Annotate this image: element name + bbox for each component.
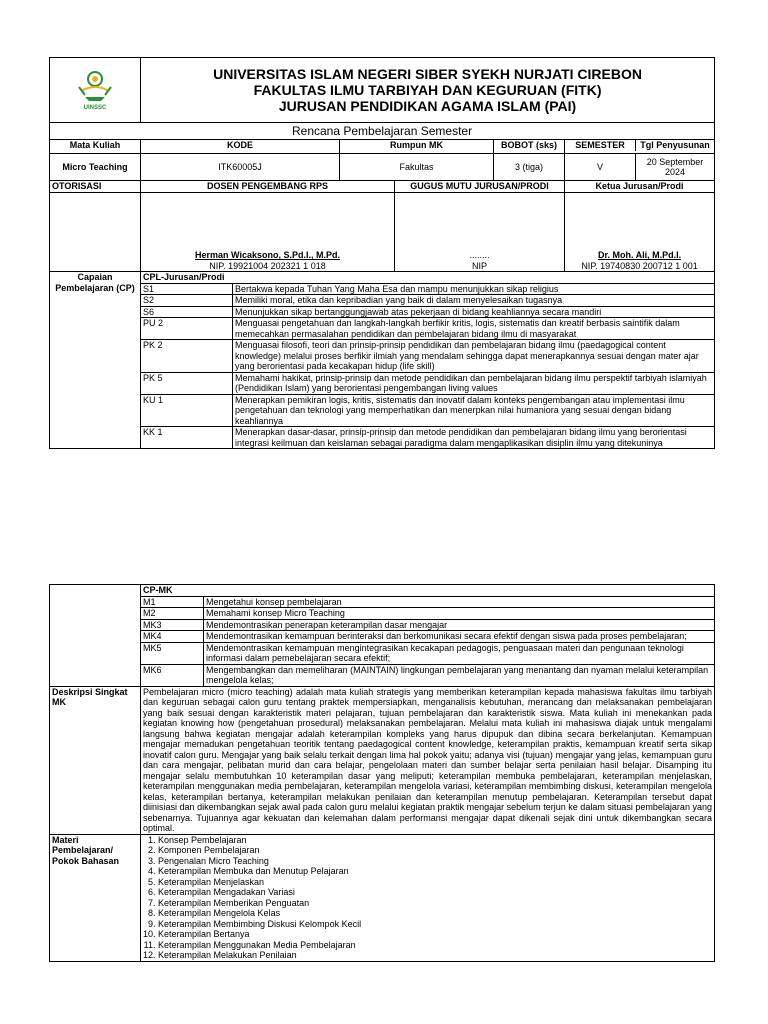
col-header-date: Tgl Penyusunan (640, 140, 710, 150)
course-name: Micro Teaching (50, 154, 141, 181)
materials-cell (141, 834, 715, 961)
cp-label: Capaian Pembelajaran (CP) (50, 272, 141, 449)
list-item: 9. Keterampilan Membimbing Diskusi Kelompok Kecil (158, 919, 712, 930)
cpmk-text: Memahami konsep Micro Teaching (204, 608, 715, 620)
cpmk-code: MK5 (141, 642, 204, 664)
cpmk-code: MK3 (141, 619, 204, 631)
cpl-text: Memiliki moral, etika dan kepribadian yang baik di dalam menyelesaikan tugasnya (233, 295, 715, 307)
head-name: Dr. Moh. Ali, M.Pd.I. (597, 250, 682, 260)
course-cluster: Fakultas (340, 154, 494, 181)
authorization-label: OTORISASI (50, 181, 141, 193)
col-header-credits-wrap: BOBOT (sks) (494, 140, 565, 154)
department-name: JURUSAN PENDIDIKAN AGAMA ISLAM (PAI) (278, 98, 577, 114)
cpmk-subheader: CP-MK (141, 585, 715, 597)
course-code: ITK60005J (141, 154, 340, 181)
auth-header-quality: GUGUS MUTU JURUSAN/PRODI (395, 181, 565, 193)
description-label: Deskripsi Singkat MK (50, 686, 141, 834)
header-title-cell (141, 58, 715, 123)
list-item: 4. Keterampilan Membuka dan Menutup Pelajaran (158, 866, 712, 877)
cpl-code: PU 2 (141, 318, 233, 340)
cpl-code: S1 (141, 283, 233, 295)
quality-nip: NIP (471, 260, 487, 271)
list-item: 3. Pengenalan Micro Teaching (158, 856, 712, 867)
developer-name: Herman Wicaksono, S.Pd.I., M.Pd. (195, 250, 340, 260)
cpl-text: Menerapkan dasar-dasar, prinsip-prinsip dan metode pendidikan dan pembelajaran bidang ilmu yang berorientasi integrasi keilmuan dan keislaman sebagai paradigma dalam mengaplikasikan disiplin ilmu yang ditekuninya (233, 427, 715, 449)
cpl-text: Menguasai pengetahuan dan langkah-langkah berfikir kritis, logis, sistematis dan kreatif berbasis saintifik dalam memecahkan permasalahan pendidikan dan pembelajaran bidang ilmu di masyarakat (233, 318, 715, 340)
university-logo-icon (71, 65, 119, 113)
description-text: Pembelajaran micro (micro teaching) adalah mata kuliah strategis yang memberikan keterampilan kepada mahasiswa fakultas ilmu tarbiyah dan keguruan sebagai calon guru tentang praktek mempersiapkan, menganalisis kebutuhan, merancang dan melaksanakan pembelajaran yang baik sesuai dengan karakteristik materi pelajaran, tujuan pembelajaran dan karakteristik siswa. Mata kuliah ini menekankan pada kegiatan knowing how (pengetahuan prosedural) melaksanakan pembelajaran. Melalui mata kuliah ini mahasiswa diajak untuk mengalami langsung bahwa kegiatan mengajar adalah keterampilan kompleks yang harus dipupuk dan dibina secara berkelanjutan. Kemampuan mengajar memadukan pengetahuan teoritik tentang paedagogical content knowledge, keterampilan praktis, kemampuan kreatif serta sikap inovatif calon guru. Mengajar yang baik selalu terkait dengan lima hal pokok yaitu; adanya visi (tujuan) mengajar yang jelas, kemampuan guru dan cara mengajar, pelibatan murid dan cara belajar, pengelolaan materi dan sumber belajar serta penilaian hasil belajar. Disamping itu mengajar selalu membutuhkan 10 keterampilan dasar yang meliputi; keterampilan membuka pembelajaran, keterampilan menjelaskan, keterampilan menggunakan media pembelajaran, keterampilan mengelola variasi, keterampilan membimbing diskusi, keterampilan mengelola kelas, keterampilan bertanya, keterampilan melakukan penilaian dan keterampilan menutup pembelajaran. Keterampilan tersebut dapat diinisiasi dan dikembangkan sejak awal pada calon guru melalui kegiatan praktik mengajar sebelum terjun ke dalam situasi pembelajaran yang sebenarnya. Tujuannya agar kekuatan dan kelemahan dalam performansi mengajar dapat dikenali sejak dini untuk dikembangkan secara optimal. (141, 686, 715, 834)
logo-cell (50, 58, 141, 123)
cpl-code: S6 (141, 306, 233, 318)
list-item: 12. Keterampilan Melakukan Penilaian (158, 950, 712, 961)
course-semester-date (565, 154, 715, 181)
col-header-course: Mata Kuliah (50, 140, 141, 154)
cpl-code: KU 1 (141, 394, 233, 427)
cpmk-text: Mendemontrasikan kemampuan berinteraksi dan berkomunikasi secara efektif dengan siswa pada proses pembelajaran; (204, 631, 715, 643)
rps-table-bottom (49, 584, 715, 962)
col-header-semester: SEMESTER (565, 140, 636, 151)
col-header-code: KODE (141, 140, 340, 154)
head-nip: NIP. 19740830 200712 1 001 (581, 260, 698, 271)
cpmk-text: Mengembangkan dan memeliharan (MAINTAIN) lingkungan pembelajaran yang menantang dan nyaman melalui keterampilan mengelola kelas; (204, 664, 715, 686)
cpl-code: KK 1 (141, 427, 233, 449)
materials-label: Materi Pembelajaran/ Pokok Bahasan (50, 834, 141, 961)
faculty-name: FAKULTAS ILMU TARBIYAH DAN KEGURUAN (FITK) (253, 82, 602, 98)
list-item: 5. Keterampilan Menjelaskan (158, 877, 712, 888)
cpl-code: PK 5 (141, 372, 233, 394)
signature-developer (141, 193, 395, 272)
university-name: UNIVERSITAS ISLAM NEGERI SIBER SYEKH NURJATI CIREBON (213, 66, 642, 82)
cpmk-text: Mengetahui konsep pembelajaran (204, 596, 715, 608)
svg-text:UINSSC: UINSSC (83, 104, 107, 111)
cpl-code: S2 (141, 295, 233, 307)
list-item: 8. Keterampilan Mengelola Kelas (158, 908, 712, 919)
quality-name: ........ (469, 250, 490, 260)
cpmk-code: MK6 (141, 664, 204, 686)
col-header-cluster: Rumpun MK (340, 140, 494, 154)
cpmk-code: MK4 (141, 631, 204, 643)
cpl-text: Memahami hakikat, prinsip-prinsip dan metode pendidikan dan pembelajaran bidang ilmu perspektif tarbiyah islamiyah (Pendidikan Islam) yang berorientasi pengembangan living values (233, 372, 715, 394)
cpl-subheader: CPL-Jurusan/Prodi (141, 272, 715, 284)
cpl-code: PK 2 (141, 340, 233, 373)
cpl-text: Menguasai filosofi, teori dan prinsip-prinsip pendidikan dan pembelajaran bidang ilmu (paedagogical content knowledge) melalui proses berfikir ilmiah yang mendalam sehingga dapat menerapkannya sesuai dengan mater ajar yang berorientasi pada kecakapan hidup (life skill) (233, 340, 715, 373)
materials-list (143, 835, 712, 961)
list-item: 11. Keterampilan Menggunakan Media Pembelajaran (158, 940, 712, 951)
cpmk-text: Mendemontrasikan penerapan keterampilan dasar mengajar (204, 619, 715, 631)
list-item: 7. Keterampilan Memberikan Penguatan (158, 898, 712, 909)
list-item: 1. Konsep Pembelajaran (158, 835, 712, 846)
list-item: 10. Keterampilan Bertanya (158, 929, 712, 940)
auth-header-developer: DOSEN PENGEMBANG RPS (141, 181, 395, 193)
cpmk-label-blank (50, 585, 141, 687)
cpl-text: Bertakwa kepada Tuhan Yang Maha Esa dan mampu menunjukkan sikap religius (233, 283, 715, 295)
cpl-text: Menunjukkan sikap bertanggungjawab atas pekerjaan di bidang keahliannya secara mandiri (233, 306, 715, 318)
rps-table-top (49, 57, 715, 449)
developer-nip: NIP. 19921004 202321 1 018 (209, 260, 326, 271)
list-item: 6. Keterampilan Mengadakan Variasi (158, 887, 712, 898)
signature-head (565, 193, 715, 272)
authorization-blank (50, 193, 141, 272)
course-date: 20 September 2024 (646, 156, 704, 177)
cpmk-code: M1 (141, 596, 204, 608)
document-title: Rencana Pembelajaran Semester (50, 123, 715, 140)
course-credits: 3 (tiga) (494, 154, 565, 181)
col-header-semester-date (565, 140, 715, 154)
cpmk-code: M2 (141, 608, 204, 620)
course-semester: V (565, 154, 636, 180)
auth-header-head: Ketua Jurusan/Prodi (565, 181, 715, 193)
cpmk-text: Mendemontrasikan kemampuan mengintegrasikan kecakapan pedagogis, penguasaan materi dan pengunaan teknologi informasi dalam pemebelajaran secara efektif; (204, 642, 715, 664)
list-item: 2. Komponen Pembelajaran (158, 845, 712, 856)
cpl-text: Menerapkan pemikiran logis, kritis, sistematis dan inovatif dalam konteks pengembangan atau implementasi ilmu pengetahuan dan teknologi yang memperhatikan dan menerpkan nilai humaniora yang sesuai dengan bidang keahliannya (233, 394, 715, 427)
signature-quality (395, 193, 565, 272)
